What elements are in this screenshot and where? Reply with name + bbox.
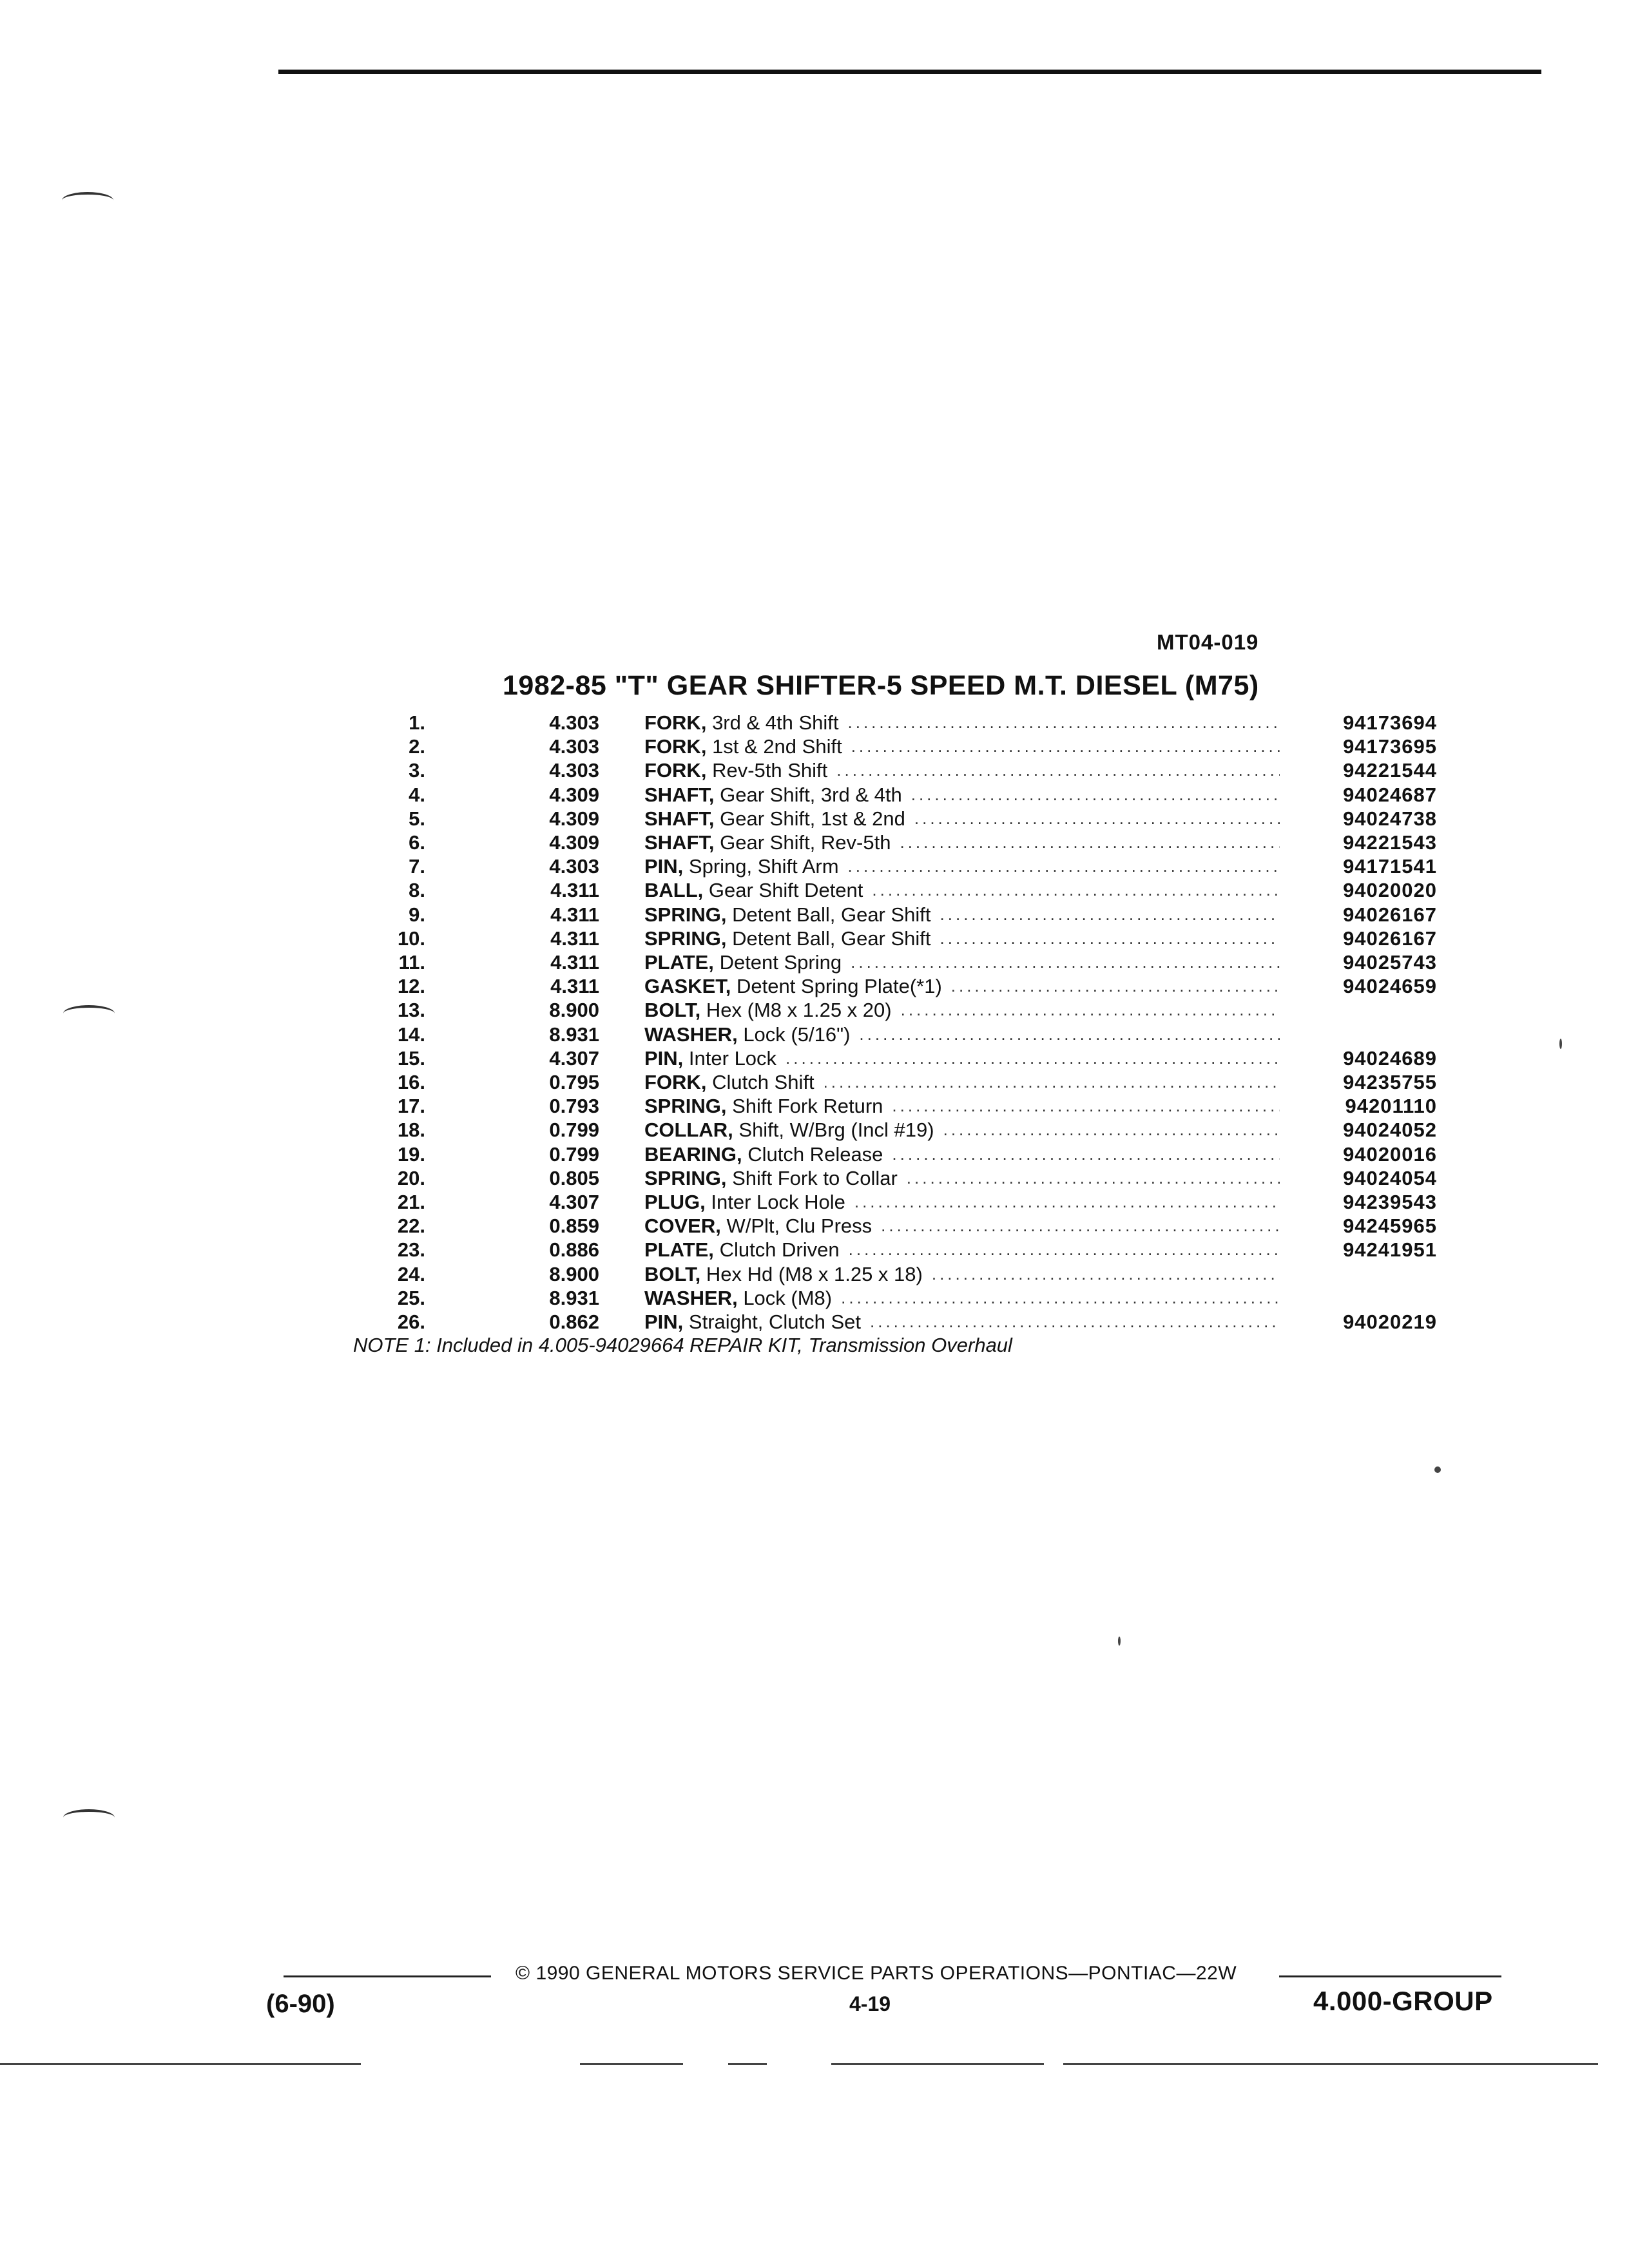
parts-list-body — [348, 711, 1437, 1334]
part-description — [644, 1286, 1289, 1310]
parts-row — [348, 1142, 1437, 1166]
part-name: BOLT, — [644, 1262, 701, 1285]
part-detail: Shift, W/Brg (Incl #19) — [738, 1119, 934, 1142]
part-name: BOLT, — [644, 999, 701, 1022]
part-detail: Gear Shift, Rev-5th — [720, 831, 891, 854]
leader-dots — [824, 1070, 1280, 1094]
leader-dots — [932, 1262, 1280, 1286]
group-number: 4.311 — [550, 903, 599, 926]
group-number: 4.311 — [550, 951, 599, 974]
group-number: 4.309 — [549, 783, 599, 806]
parts-row — [348, 711, 1437, 735]
part-description — [644, 974, 1289, 998]
part-number: 94024689 — [1343, 1046, 1437, 1070]
group-number: 4.303 — [549, 711, 599, 734]
part-number: 94235755 — [1343, 1071, 1437, 1094]
group-number: 4.311 — [550, 927, 599, 950]
leader-dots — [940, 903, 1280, 927]
group-number: 8.900 — [549, 1262, 599, 1285]
item-number: 15. — [397, 1046, 425, 1070]
scan-speck — [1434, 1466, 1441, 1473]
leader-dots — [940, 927, 1280, 950]
part-number — [1289, 1286, 1437, 1310]
leader-dots — [892, 1142, 1280, 1166]
bottom-rule — [580, 2063, 683, 2065]
item-number: 10. — [397, 927, 425, 950]
parts-row — [348, 1190, 1437, 1214]
group-number: 4.307 — [549, 1046, 599, 1070]
group-number: 0.799 — [549, 1119, 599, 1142]
part-description — [644, 783, 1289, 807]
part-number: 94020016 — [1343, 1142, 1437, 1166]
part-name: BEARING, — [644, 1142, 742, 1166]
bottom-rule — [831, 2063, 1044, 2065]
item-number: 14. — [397, 1023, 425, 1046]
bottom-rule — [1063, 2063, 1598, 2065]
part-number: 94024687 — [1343, 783, 1437, 806]
parts-row — [348, 1238, 1437, 1262]
part-name: FORK, — [644, 711, 707, 734]
part-name: PIN, — [644, 1311, 684, 1334]
footer-rule-right — [1279, 1975, 1501, 1977]
part-detail: Hex Hd (M8 x 1.25 x 18) — [706, 1262, 923, 1285]
parts-row — [348, 1166, 1437, 1190]
part-number — [1289, 1023, 1437, 1046]
part-description — [644, 1070, 1289, 1094]
item-number: 26. — [397, 1311, 425, 1334]
part-detail: Detent Spring Plate(*1) — [736, 975, 942, 998]
part-detail: Clutch Shift — [712, 1071, 815, 1094]
part-detail: W/Plt, Clu Press — [726, 1215, 872, 1238]
parts-row — [348, 735, 1437, 758]
leader-dots — [951, 974, 1280, 998]
parts-row — [348, 1286, 1437, 1310]
part-description — [644, 1310, 1289, 1334]
part-name: WASHER, — [644, 1286, 738, 1309]
item-number: 8. — [409, 879, 425, 902]
part-description — [644, 1238, 1289, 1262]
group-number: 0.859 — [549, 1215, 599, 1238]
figure-reference-code: MT04-019 — [1157, 630, 1259, 654]
item-number: 16. — [397, 1071, 425, 1094]
part-number: 94221544 — [1343, 759, 1437, 782]
page-number: 4-19 — [849, 1992, 891, 2015]
parts-row — [348, 998, 1437, 1022]
binder-mark — [62, 192, 113, 209]
part-detail: Gear Shift, 1st & 2nd — [720, 807, 905, 830]
part-description — [644, 998, 1289, 1022]
item-number: 7. — [409, 855, 425, 878]
item-number: 13. — [397, 999, 425, 1022]
revision-date: (6-90) — [266, 1990, 335, 2018]
part-number: 94024054 — [1343, 1166, 1437, 1189]
part-detail: 1st & 2nd Shift — [712, 735, 842, 758]
item-number: 3. — [409, 759, 425, 782]
leader-dots — [786, 1046, 1280, 1070]
parts-row — [348, 1118, 1437, 1142]
part-name: SPRING, — [644, 1095, 727, 1118]
group-code: 4.000-GROUP — [1313, 1986, 1493, 2016]
part-number: 94025743 — [1343, 951, 1437, 974]
item-number: 9. — [409, 903, 425, 926]
group-number: 4.303 — [549, 735, 599, 758]
leader-dots — [907, 1166, 1280, 1190]
item-number: 4. — [409, 783, 425, 806]
parts-list-table — [348, 711, 1437, 1334]
part-description — [644, 878, 1289, 902]
part-number — [1289, 1262, 1437, 1286]
group-number: 4.311 — [550, 975, 599, 998]
parts-row — [348, 1070, 1437, 1094]
bottom-rule — [0, 2063, 361, 2065]
parts-row — [348, 974, 1437, 998]
part-description — [644, 1046, 1289, 1070]
part-name: SPRING, — [644, 1166, 727, 1189]
item-number: 22. — [397, 1215, 425, 1238]
part-number: 94020020 — [1343, 879, 1437, 902]
part-detail: Detent Spring — [719, 951, 842, 974]
leader-dots — [900, 831, 1280, 854]
parts-row — [348, 758, 1437, 782]
part-detail: Clutch Release — [747, 1142, 883, 1166]
item-number: 11. — [398, 951, 425, 974]
group-number: 8.931 — [549, 1023, 599, 1046]
part-description — [644, 1190, 1289, 1214]
part-detail: Inter Lock Hole — [711, 1191, 845, 1214]
part-number: 94026167 — [1343, 927, 1437, 950]
part-detail: Hex (M8 x 1.25 x 20) — [706, 999, 892, 1022]
part-detail: Gear Shift, 3rd & 4th — [720, 783, 902, 806]
part-name: SHAFT, — [644, 783, 715, 806]
group-number: 0.799 — [549, 1142, 599, 1166]
part-description — [644, 1094, 1289, 1118]
group-number: 0.805 — [549, 1166, 599, 1189]
group-number: 4.309 — [549, 831, 599, 854]
part-detail: Detent Ball, Gear Shift — [732, 903, 931, 926]
item-number: 17. — [397, 1095, 425, 1118]
scan-speck — [1559, 1039, 1562, 1049]
part-number — [1289, 998, 1437, 1022]
leader-dots — [841, 1286, 1280, 1310]
part-description — [644, 1023, 1289, 1046]
item-number: 6. — [409, 831, 425, 854]
copyright-line: © 1990 GENERAL MOTORS SERVICE PARTS OPERATIONS—PONTIAC—22W — [516, 1963, 1237, 1984]
item-number: 18. — [397, 1119, 425, 1142]
item-number: 23. — [397, 1238, 425, 1262]
part-description — [644, 1142, 1289, 1166]
group-number: 0.795 — [549, 1071, 599, 1094]
part-number: 94201110 — [1345, 1095, 1437, 1118]
part-description — [644, 1118, 1289, 1142]
footer-rule-left — [284, 1975, 491, 1977]
part-detail: Spring, Shift Arm — [688, 855, 839, 878]
item-number: 21. — [397, 1191, 425, 1214]
part-name: SPRING, — [644, 903, 727, 926]
leader-dots — [892, 1094, 1280, 1118]
part-number: 94026167 — [1343, 903, 1437, 926]
bottom-rule — [728, 2063, 767, 2065]
part-number: 94024659 — [1343, 975, 1437, 998]
part-name: COLLAR, — [644, 1119, 733, 1142]
top-rule — [278, 70, 1541, 74]
binder-mark — [63, 1809, 115, 1826]
parts-row — [348, 783, 1437, 807]
leader-dots — [851, 950, 1280, 974]
part-detail: Straight, Clutch Set — [688, 1311, 861, 1334]
part-detail: Rev-5th Shift — [712, 759, 828, 782]
part-detail: Clutch Driven — [719, 1238, 840, 1262]
part-name: SPRING, — [644, 927, 727, 950]
leader-dots — [914, 807, 1280, 831]
binder-mark — [63, 1005, 115, 1022]
part-description — [644, 1262, 1289, 1286]
parts-row — [348, 1262, 1437, 1286]
part-name: PLATE, — [644, 1238, 714, 1262]
leader-dots — [848, 854, 1280, 878]
leader-dots — [901, 998, 1280, 1022]
parts-row — [348, 927, 1437, 950]
group-number: 8.931 — [549, 1286, 599, 1309]
part-number: 94171541 — [1343, 855, 1437, 878]
part-number: 94221543 — [1343, 831, 1437, 854]
item-number: 1. — [409, 711, 425, 734]
parts-row — [348, 1214, 1437, 1238]
parts-row — [348, 950, 1437, 974]
leader-dots — [854, 1190, 1280, 1214]
group-number: 4.311 — [550, 879, 599, 902]
parts-row — [348, 807, 1437, 831]
scan-speck — [1118, 1637, 1121, 1646]
leader-dots — [851, 735, 1280, 758]
leader-dots — [870, 1310, 1280, 1334]
group-number: 4.309 — [549, 807, 599, 830]
part-description — [644, 807, 1289, 831]
page-title: 1982-85 "T" GEAR SHIFTER-5 SPEED M.T. DIESEL (M75) — [503, 670, 1259, 701]
part-description — [644, 1166, 1289, 1190]
parts-row — [348, 1094, 1437, 1118]
leader-dots — [849, 1238, 1280, 1262]
part-detail: 3rd & 4th Shift — [712, 711, 839, 734]
part-number: 94245965 — [1343, 1215, 1437, 1238]
part-number: 94024738 — [1343, 807, 1437, 830]
part-detail: Shift Fork Return — [732, 1095, 883, 1118]
part-detail: Detent Ball, Gear Shift — [732, 927, 931, 950]
part-description — [644, 735, 1289, 758]
part-detail: Shift Fork to Collar — [732, 1166, 898, 1189]
part-description — [644, 854, 1289, 878]
item-number: 2. — [409, 735, 425, 758]
parts-row — [348, 854, 1437, 878]
part-name: FORK, — [644, 735, 707, 758]
item-number: 12. — [397, 975, 425, 998]
item-number: 5. — [409, 807, 425, 830]
group-number: 0.886 — [549, 1238, 599, 1262]
part-description — [644, 950, 1289, 974]
footnote: NOTE 1: Included in 4.005-94029664 REPAIR KIT, Transmission Overhaul — [353, 1334, 1012, 1356]
part-name: GASKET, — [644, 975, 731, 998]
part-number: 94173694 — [1343, 711, 1437, 734]
item-number: 25. — [397, 1286, 425, 1309]
leader-dots — [848, 711, 1280, 735]
parts-row — [348, 1310, 1437, 1334]
part-detail: Lock (5/16") — [743, 1023, 851, 1046]
part-name: SHAFT, — [644, 807, 715, 830]
part-number: 94239543 — [1343, 1191, 1437, 1214]
item-number: 19. — [397, 1142, 425, 1166]
part-detail: Inter Lock — [688, 1046, 777, 1070]
item-number: 24. — [397, 1262, 425, 1285]
part-name: COVER, — [644, 1215, 721, 1238]
part-description — [644, 903, 1289, 927]
leader-dots — [859, 1023, 1280, 1046]
part-name: BALL, — [644, 879, 704, 902]
part-name: FORK, — [644, 759, 707, 782]
group-number: 0.793 — [549, 1095, 599, 1118]
parts-row — [348, 878, 1437, 902]
parts-row — [348, 831, 1437, 854]
part-name: PLATE, — [644, 951, 714, 974]
part-name: PIN, — [644, 1046, 684, 1070]
part-description — [644, 927, 1289, 950]
group-number: 4.303 — [549, 855, 599, 878]
part-name: FORK, — [644, 1071, 707, 1094]
part-detail: Lock (M8) — [743, 1286, 833, 1309]
part-number: 94241951 — [1343, 1238, 1437, 1262]
part-number: 94020219 — [1343, 1311, 1437, 1334]
leader-dots — [836, 758, 1280, 782]
parts-row — [348, 1046, 1437, 1070]
part-description — [644, 831, 1289, 854]
part-name: WASHER, — [644, 1023, 738, 1046]
part-name: PLUG, — [644, 1191, 706, 1214]
part-description — [644, 711, 1289, 735]
parts-row — [348, 1023, 1437, 1046]
parts-row — [348, 903, 1437, 927]
part-name: PIN, — [644, 855, 684, 878]
group-number: 4.307 — [549, 1191, 599, 1214]
group-number: 8.900 — [549, 999, 599, 1022]
item-number: 20. — [397, 1166, 425, 1189]
leader-dots — [872, 878, 1280, 902]
group-number: 0.862 — [549, 1311, 599, 1334]
part-number: 94024052 — [1343, 1119, 1437, 1142]
group-number: 4.303 — [549, 759, 599, 782]
part-name: SHAFT, — [644, 831, 715, 854]
part-description — [644, 758, 1289, 782]
leader-dots — [911, 783, 1280, 807]
part-description — [644, 1214, 1289, 1238]
part-detail: Gear Shift Detent — [708, 879, 863, 902]
leader-dots — [881, 1214, 1280, 1238]
leader-dots — [943, 1118, 1280, 1142]
part-number: 94173695 — [1343, 735, 1437, 758]
